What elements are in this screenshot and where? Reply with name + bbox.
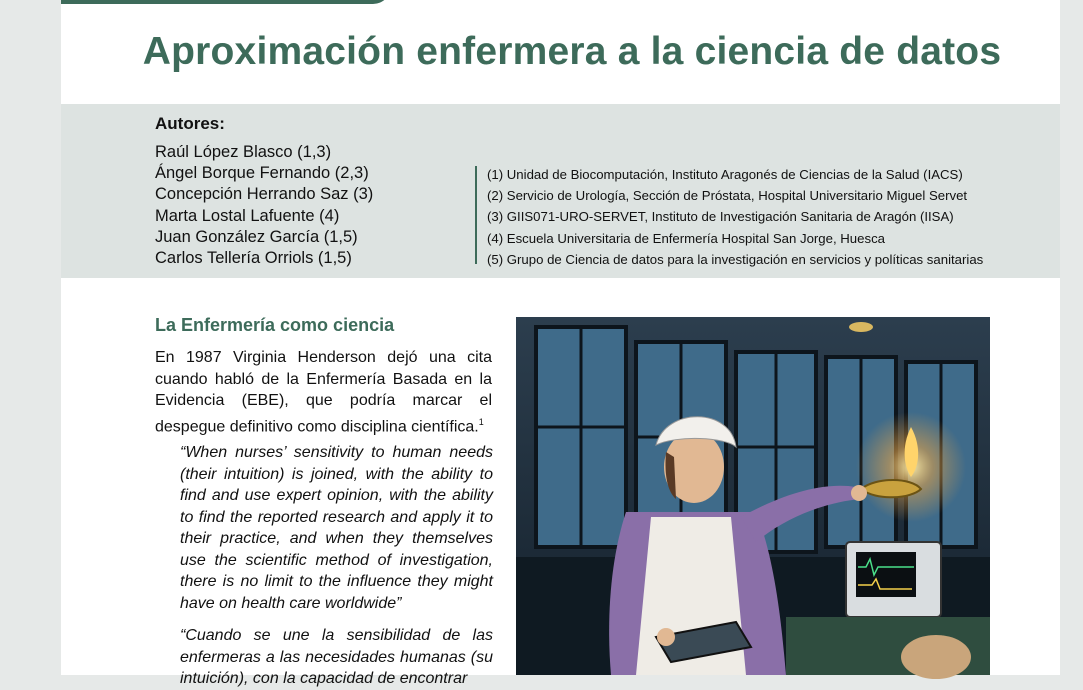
quote-english: “When nurses’ sensitivity to human needs (their intuition) is joined, with the ability to find and use expert opinion, with the ability to find the reported research and apply it to their practice, and when they themselves use the scientific method of investigation, there is no limit to the influence they might have on health care worldwide” — [180, 444, 493, 612]
authors-label: Autores: — [155, 114, 225, 133]
footnote-ref: 1 — [478, 416, 484, 427]
affiliation-item: (1) Unidad de Biocomputación, Instituto Aragonés de Ciencias de la Salud (IACS) — [487, 167, 963, 182]
author-list — [155, 142, 373, 269]
affiliation-list — [487, 164, 983, 270]
quote-spanish: “Cuando se une la sensibilidad de las enfermeras a las necesidades humanas (su intuición), con la capacidad de encontrar — [180, 627, 493, 687]
author-item: Raúl López Blasco (1,3) — [155, 143, 332, 161]
body-paragraph-text: En 1987 Virginia Henderson dejó una cita cuando habló de la Enfermería Basada en la Evidencia (EBE), que podría marcar el despegue definitivo como disciplina científica. — [155, 349, 492, 435]
section-heading: La Enfermería como ciencia — [155, 315, 395, 335]
nurse-with-lamp-illustration — [516, 317, 990, 675]
author-item: Juan González García (1,5) — [155, 227, 358, 246]
article-page — [61, 0, 1060, 687]
affiliation-item: (4) Escuela Universitaria de Enfermería Hospital San Jorge, Huesca — [487, 230, 886, 246]
affiliation-item: (3) GIIS071-URO-SERVET, Instituto de Investigación Sanitaria de Aragón (IISA) — [487, 209, 954, 225]
author-item: Carlos Tellería Orriols (1,5) — [155, 248, 352, 267]
body-paragraph — [155, 347, 492, 437]
authors-panel — [61, 104, 1060, 278]
author-item: Marta Lostal Lafuente (4) — [155, 206, 340, 225]
author-item: Concepción Herrando Saz (3) — [155, 185, 374, 204]
affiliation-item: (5) Grupo de Ciencia de datos para la investigación en servicios y políticas sanitarias — [487, 251, 984, 267]
affiliation-item: (2) Servicio de Urología, Sección de Próstata, Hospital Universitario Miguel Servet — [487, 188, 968, 204]
author-item: Ángel Borque Fernando (2,3) — [155, 164, 369, 183]
article-title: Aproximación enfermera a la ciencia de datos — [142, 30, 1002, 73]
affiliation-divider — [475, 166, 477, 264]
header-tab — [61, 0, 391, 4]
